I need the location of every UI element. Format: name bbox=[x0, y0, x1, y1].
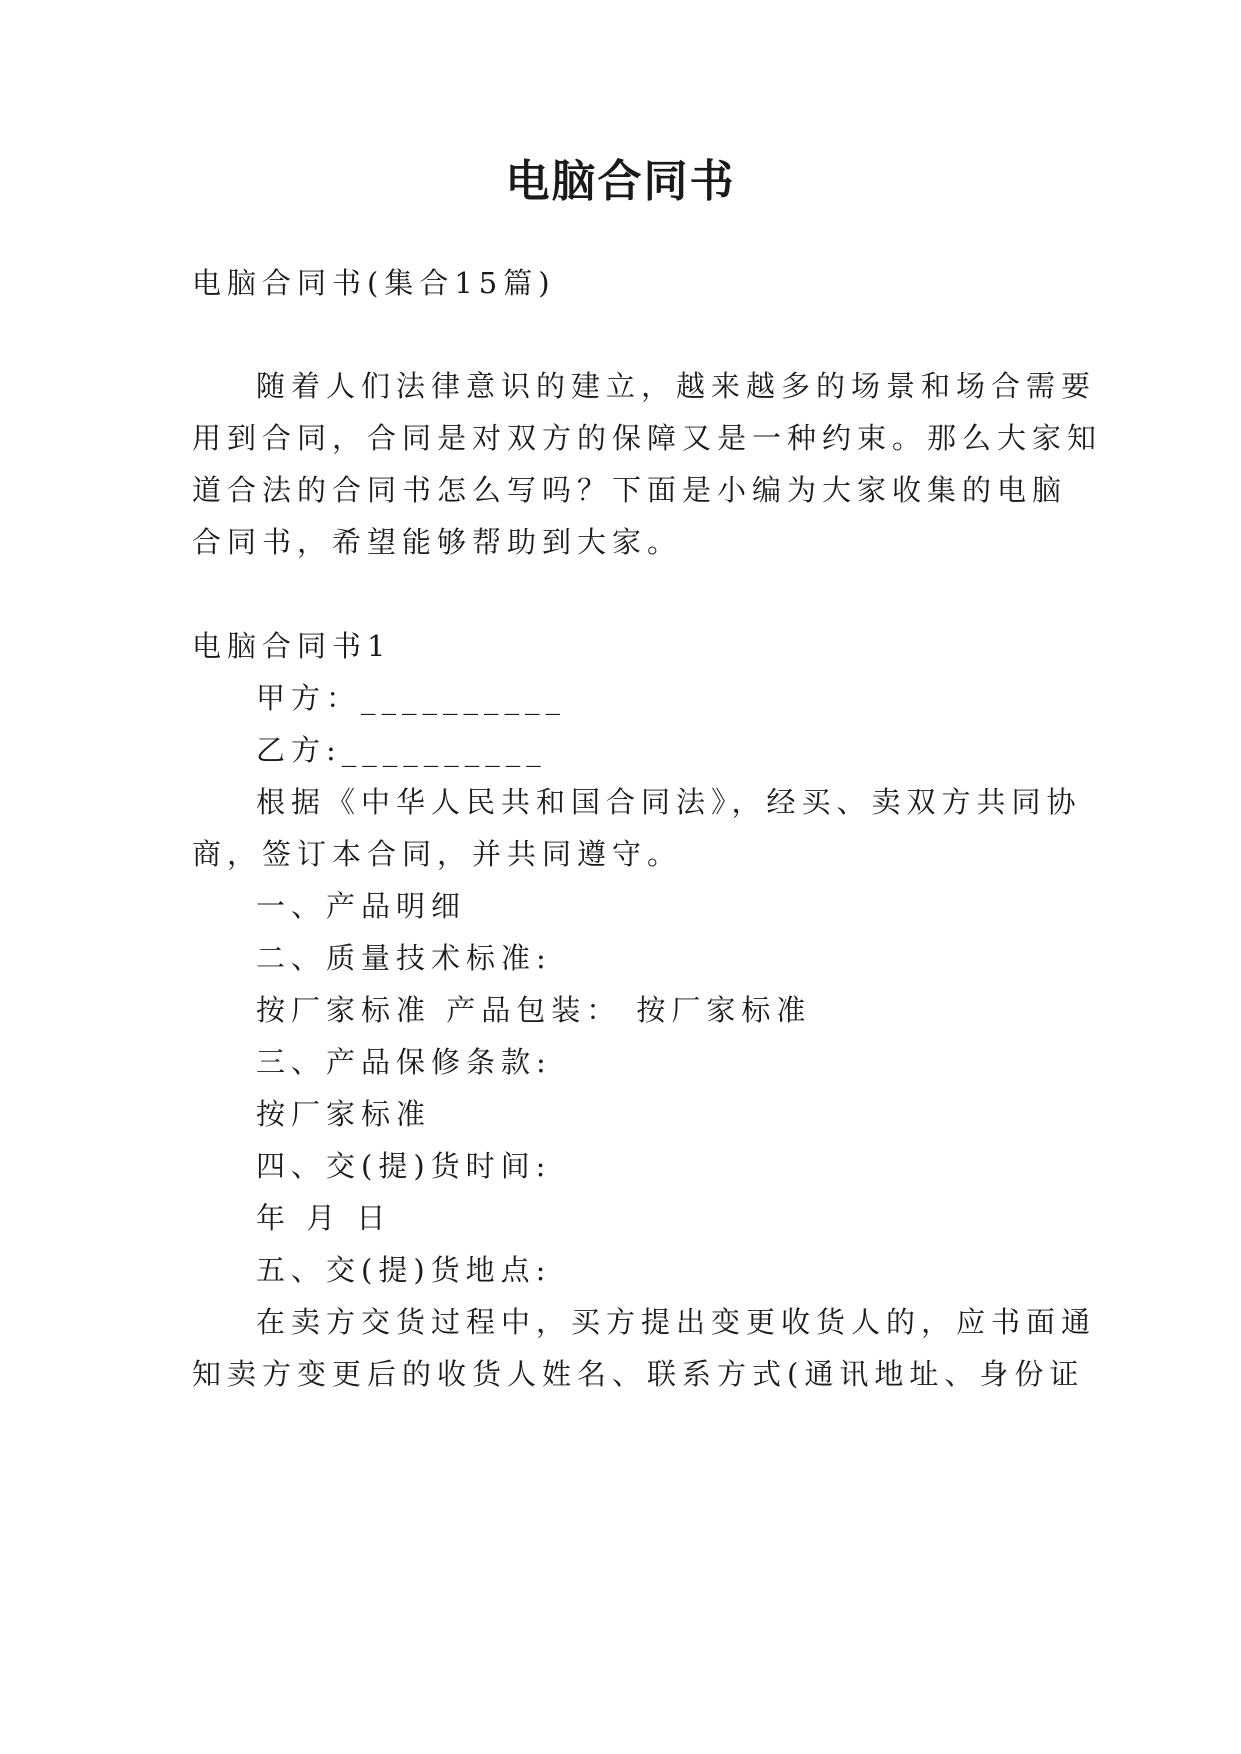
clause-delivery-time: 四、交(提)货时间: bbox=[256, 1149, 552, 1183]
clause-warranty: 三、产品保修条款: bbox=[256, 1045, 552, 1079]
intro-paragraph-line: 合同书，希望能够帮助到大家。 bbox=[192, 525, 683, 559]
clause-delivery-place: 五、交(提)货地点: bbox=[256, 1253, 552, 1287]
clause-product-details: 一、产品明细 bbox=[256, 889, 467, 923]
intro-paragraph-line: 道合法的合同书怎么写吗？下面是小编为大家收集的电脑 bbox=[192, 473, 1068, 507]
basis-paragraph-line: 商，签订本合同，并共同遵守。 bbox=[192, 837, 683, 871]
intro-paragraph-line: 用到合同，合同是对双方的保障又是一种约束。那么大家知 bbox=[192, 421, 1103, 455]
basis-paragraph-line: 根据《中华人民共和国合同法》，经买、卖双方共同协 bbox=[256, 785, 1082, 819]
clause-delivery-detail-line: 在卖方交货过程中，买方提出变更收货人的，应书面通 bbox=[256, 1305, 1097, 1339]
document-subtitle: 电脑合同书(集合15篇) bbox=[192, 266, 556, 300]
document-title: 电脑合同书 bbox=[505, 156, 736, 207]
party-a-line: 甲方：__________ bbox=[256, 681, 567, 715]
clause-quality-standard: 二、质量技术标准: bbox=[256, 941, 552, 975]
clause-quality-detail: 按厂家标准 产品包装： 按厂家标准 bbox=[256, 993, 812, 1027]
clause-delivery-date: 年 月 日 bbox=[256, 1201, 392, 1235]
intro-paragraph-line: 随着人们法律意识的建立，越来越多的场景和场合需要 bbox=[256, 369, 1097, 403]
party-b-line: 乙方:__________ bbox=[256, 733, 547, 767]
clause-warranty-detail: 按厂家标准 bbox=[256, 1097, 432, 1131]
clause-delivery-detail-line: 知卖方变更后的收货人姓名、联系方式(通讯地址、身份证 bbox=[192, 1357, 1085, 1391]
section-heading: 电脑合同书1 bbox=[192, 629, 392, 663]
